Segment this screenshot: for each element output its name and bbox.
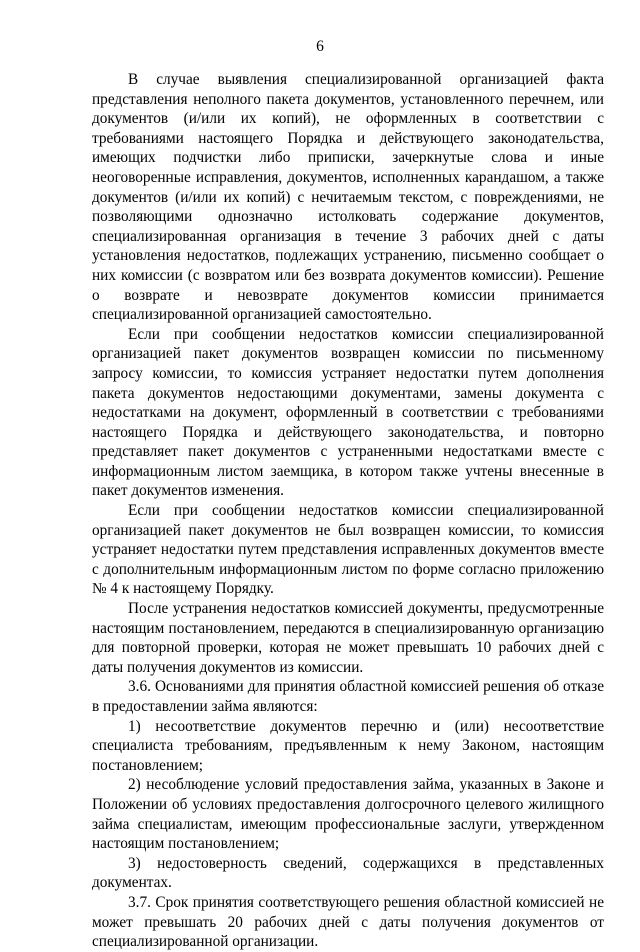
document-body — [92, 70, 604, 952]
paragraph-documents-deficiency: В случае выявления специализированной организацией факта представления неполного пакета документов, установленного перечнем, или документов (и/или их копий), не оформленных в соответствии с требованиями настоящего Порядка и действующего законодательства, имеющих подчистки либо приписки, зачеркнутые слова и иные неоговоренные исправления, документов, исполненных карандашом, а также документов (и/или их копий) с нечитаемым текстом, с повреждениями, не позволяющими однозначно истолковать содержание документов, специализированная организация в течение 3 рабочих дней с даты установления недостатков, подлежащих устранению, письменно сообщает о них комиссии (с возвратом или без возврата документов комиссии). Решение о возврате и невозврате документов комиссии принимается специализированной организацией самостоятельно. — [92, 71, 604, 324]
paragraph-package-returned: Если при сообщении недостатков комиссии специализированной организацией пакет документов возвращен комиссии по письменному запросу комиссии, то комиссия устраняет недостатки путем дополнения пакета документов недостающими документами, замены документа с недостатками на документ, оформленный в соответствии с требованиями настоящего Порядка и действующего законодательства, и повторно представляет пакет документов с устраненными недостатками вместе с информационным листом заемщика, в котором также учтены внесенные в пакет документов изменения. — [92, 325, 604, 500]
list-item-1: 1) несоответствие документов перечню и (или) несоответствие специалиста требованиям, предъявленным к нему Законом, настоящим постановлением; — [92, 717, 604, 774]
list-item-3: 3) недостоверность сведений, содержащихся в представленных документах. — [92, 854, 604, 892]
paragraph-repeat-check: После устранения недостатков комиссией документы, предусмотренные настоящим постановлением, передаются в специализированную организацию для повторной проверки, которая не может превышать 10 рабочих дней с даты получения документов из комиссии. — [92, 600, 604, 676]
list-item-2: 2) несоблюдение условий предоставления займа, указанных в Законе и Положении об условиях предоставления долгосрочного целевого жилищного займа специалистам, имеющим профессиональные заслуги, утвержденном настоящим постановлением; — [92, 776, 604, 853]
paragraph-package-not-returned: Если при сообщении недостатков комиссии специализированной организацией пакет документов не был возвращен комиссии, то комиссия устраняет недостатки путем представления исправленных документов вместе с дополнительным информационным листом по форме согласно приложению № 4 к настоящему Порядку. — [92, 502, 604, 598]
paragraph-section-3-7: 3.7. Срок принятия соответствующего решения областной комиссией не может превышать 20 рабочих дней с даты получения документов от специализированной организации. — [92, 893, 604, 951]
page-number: 6 — [316, 38, 324, 55]
paragraph-section-3-6: 3.6. Основаниями для принятия областной комиссией решения об отказе в предоставлении займа являются: — [92, 678, 604, 715]
